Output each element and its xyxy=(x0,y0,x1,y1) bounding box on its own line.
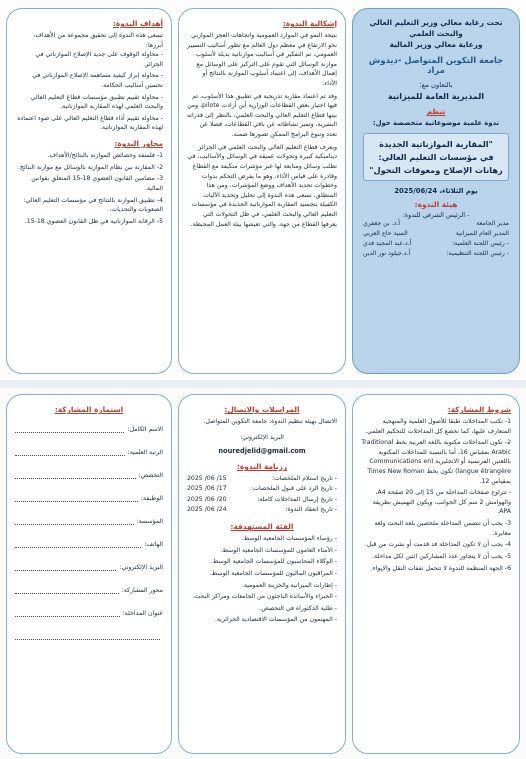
university-name: جامعة التكوين المتواصل -ديدوش مراد xyxy=(368,55,504,76)
problem-paragraph: وقد تم اعتماد مقاربة تدريجية في تطبيق هذا الأسلوب، تم فيها اختيار بعض القطاعات الوزارية أين أرادت pilote، ومن بينها قطاع التعليم العالي والبحث العلمي، بالنظر إلى قدراته البشرية، وتميز نشاطاته عن باقي القطاعات، فضلا عن تعدد وتنوع البرامج الممكن تصورها ضمنه. xyxy=(186,92,337,139)
audience-item: - المراقبون الماليون للمؤسسات الجامعية الوسط. xyxy=(209,569,337,577)
axis-item: 3- مضامين القانون العضوي 18-15 المتعلق بقوانين المالية. xyxy=(31,175,163,192)
form-field-label: محور المشاركة: xyxy=(121,587,163,594)
form-field-label: الوظيفة: xyxy=(140,495,163,502)
patron-line: تحت رعاية معالي وزير التعليم العالي والبحث العلمي xyxy=(369,18,503,39)
condition-item: 3- يجب أن تتضمن المداخلة ملخصين بلغة البحث ولغة مغايرة. xyxy=(374,520,511,537)
schedule-label: - تاريخ استلام الملخصات: xyxy=(271,475,337,483)
brochure-inner-side xyxy=(0,388,526,759)
participation-axis-field[interactable] xyxy=(15,585,119,594)
schedule-date: 2025 /06 /20 xyxy=(187,495,227,503)
board-role: المدير العام للميزانية xyxy=(455,230,509,238)
form-field-row xyxy=(15,608,163,617)
form-field-row xyxy=(15,539,163,548)
board-member: أ.د.جيلود نور الدين xyxy=(363,250,411,258)
board-member: السيد حاج العربي xyxy=(363,230,408,238)
form-field-row xyxy=(15,493,163,502)
title-line: في مؤسسات التعليم العالي: xyxy=(378,152,494,163)
email-field[interactable] xyxy=(15,562,116,571)
board-role: - رئيس اللجنة العلمية: xyxy=(452,240,509,248)
problem-paragraph: نتيجة النمو في الموارد العمومية واتجاهات العجز الموازني نحو الارتفاع في معظم دول العالم مع تطور أساليب التسيير العمومي، تم التفكير في أساليب موازناتية بديلة لأسلوب موازنة الوسائل التي تقوم على التركيز على الوسائل مع إهمال الأهداف، إلى اعتماد أسلوب الموازنة بالنتائج أو الأداء. xyxy=(187,32,337,88)
form-field-label: عنوان المداخلة: xyxy=(122,610,163,617)
full-name-field[interactable] xyxy=(15,424,124,433)
audience-item: - الخبراء والأساتذة الباحثون من الجامعات ومراكز البحث. xyxy=(192,593,337,601)
contact-heading: المراسلات والاتصال: xyxy=(224,405,300,414)
axes-heading: محاور الندوة: xyxy=(114,139,163,149)
schedule-heading: رزنامة الندوة: xyxy=(236,462,288,472)
form-field-row xyxy=(15,631,163,640)
contact-panel xyxy=(178,394,346,754)
phone-field[interactable] xyxy=(15,539,141,548)
schedule-row xyxy=(187,474,337,484)
board-member: أ.د.عبد المجيد قدي xyxy=(363,240,412,248)
conference-title xyxy=(363,133,509,181)
institution-field[interactable] xyxy=(15,516,134,525)
schedule-row xyxy=(187,484,337,494)
goal-item: - محاولة تقييم تطبيق مؤسسات قطاع التعليم العالي والبحث العلمي لهذه المقاربة الموازناتية. xyxy=(30,93,163,111)
schedule-date: 2025 /06 /15 xyxy=(187,475,227,483)
front-cover-panel xyxy=(352,8,520,374)
form-field-label: الاسم الكامل: xyxy=(127,426,163,433)
axis-item: 4- تطبيق الموازنة بالنتائج في مؤسسات التعليم العالي: الصعوبات والتحديات. xyxy=(23,196,163,214)
form-field-row xyxy=(15,447,163,456)
conditions-panel xyxy=(352,394,520,754)
paper-title-field[interactable] xyxy=(15,608,120,617)
honorary-chair-label: - الرئيس الشرفي للندوة: xyxy=(402,211,470,220)
paper-title-continuation-field[interactable] xyxy=(15,631,160,640)
organizes-label: تنظم xyxy=(426,107,446,117)
schedule-label: - تاريخ إرسال المداخلات كاملة: xyxy=(257,495,337,503)
academic-rank-field[interactable] xyxy=(15,447,125,456)
goal-item: - محاولة تقييم أداء قطاع التعليم العالي على ضوء اعتماده لهذه المقاربة الموازناتية. xyxy=(17,114,163,132)
cooperation-label: بالتعاون مع: xyxy=(419,81,453,90)
schedule-date: 2025 /06 /24 xyxy=(187,505,227,513)
specialty-field[interactable] xyxy=(15,470,136,479)
schedule-row xyxy=(187,495,337,505)
participation-form-panel xyxy=(6,394,172,754)
sheet-separator xyxy=(0,380,526,388)
form-field-row xyxy=(15,562,163,571)
condition-item: 5- يجب أن لا يتجاوز عدد المشاركين اثنين لكل مداخلة. xyxy=(371,552,511,560)
form-field-label: البريد الإلكتروني: xyxy=(119,564,163,571)
form-field-row xyxy=(15,516,163,525)
form-field-row xyxy=(15,424,163,433)
event-date: يوم الثلاثاء، 2025/06/24 xyxy=(394,187,478,196)
job-field[interactable] xyxy=(15,493,138,502)
audience-item: - الوكلاء المحاسبون للمؤسسات الجامعية الوسط. xyxy=(210,558,337,566)
audience-item: - المهتمون من المؤسسات الاقتصادية الجزائرية. xyxy=(214,616,337,624)
problem-panel xyxy=(178,8,346,374)
board-heading: هيئة الندوة: xyxy=(414,200,458,210)
audience-item: - الأمناء العامون للمؤسسات الجامعية الوسط. xyxy=(220,546,337,554)
board-row xyxy=(361,249,511,259)
conditions-heading: شروط المشاركة: xyxy=(447,405,511,414)
board-row xyxy=(361,219,511,229)
contact-text: الاتصال بهيئة تنظيم الندوة: جامعة التكوين المتواصل. xyxy=(203,418,337,425)
title-line: رهانات الإصلاح ومعوقات التحول" xyxy=(369,164,503,175)
audience-item: - طلبة الدكتوراه في التخصص. xyxy=(259,604,337,612)
goals-panel xyxy=(6,8,172,374)
form-field-row xyxy=(15,585,163,594)
schedule-date: 2025 /06 /17 xyxy=(187,485,227,493)
schedule-row xyxy=(187,505,337,515)
axis-item: 2- المقارنة بين نظام الموازنة بالوسائل مع موازنة النتائج. xyxy=(17,163,163,171)
board-role: - رئيس اللجنة التنظيمية: xyxy=(446,250,509,258)
form-heading: استمارة المشاركة: xyxy=(54,405,124,414)
form-field-label: التخصص: xyxy=(138,472,163,479)
board-role: مدير الجامعة xyxy=(476,220,509,228)
email-label: البريد الإلكتروني: xyxy=(240,433,284,441)
contact-email[interactable]: nouredjelid@gmail.com xyxy=(218,447,306,456)
condition-item: 6- الجهة المنظمة للندوة لا تتحمل نفقات النقل والإيواء. xyxy=(370,564,511,572)
problem-heading: إشكالية الندوة: xyxy=(282,19,337,28)
condition-item: 4- يجب أن لا تكون المداخلة قد قدمت أو نشرت من قبل. xyxy=(364,541,511,549)
problem-paragraph: ويعرف قطاع التعليم العالي والبحث العلمي في الجزائر ديناميكية كبيرة وتحولات عميقة في الوسائل والأساليب، في تطلب وسائل ومتابعة لها عبر مؤشرات متكيفة مع القطاع وقادرة على قياس الأداء، وهو ما يفرض التحكم بدوات وخطوات تحديد الأهداف ووضع المؤشرات. ومن هذا المنطلق، تسعى هذه الندوة إلى تحليل وتحديد الآليات الكفيلة بتجسيد المقاربة الموازناتية الجديدة في مؤسسات التعليم العالي والبحث العلمي، في ظل التحولات التي يعرفها القطاع من جهة، والتي تعيشها بيئة العمل المحيطة. xyxy=(187,143,337,228)
condition-item: 2- تكون المداخلات مكتوبة باللغة العربية بخط Traditional Arabic بمقياس 16، أما بالنسبة للمداخلات المكتوبة باللغتين الفرنسية أو الانجليزية (Communications en langue étrangère) تكون بخط Times New Roman بمقياس 12. xyxy=(361,439,511,485)
goal-item: - محاولة الوقوف على جديد الإصلاح الموازناتي في الجزائر. xyxy=(35,51,163,68)
form-field-label: الرتبة العلمية: xyxy=(127,449,163,456)
title-line: "المقاربة الموازناتية الجديدة xyxy=(379,139,493,150)
goal-item: - محاولة إبراز كيفية مساهمة الإصلاح الموازناتي في تحسين أساليب الحكامة. xyxy=(32,72,163,90)
schedule-label: - تاريخ الرد على قبول الملخصات: xyxy=(251,485,337,493)
audience-item: - إطارات الميزانية والخزينة العمومية. xyxy=(242,581,337,589)
form-field-row xyxy=(15,470,163,479)
axis-item: 5- الرقابة الموازناتية في ظل القانون العضوي 18-15. xyxy=(24,217,163,225)
condition-item: 1- تكتب المداخلات طبقا للأصول العلمية والمنهجية المتعارف عليها، كما تخضع كل المداخلات للتحكيم العلمي. xyxy=(365,418,511,435)
form-field-label: الهاتف: xyxy=(144,541,163,548)
patron-line-2: ورعاية معالي وزير المالية xyxy=(389,40,483,50)
event-description: ندوة علمية موضوعاتية متخصصة حول: xyxy=(372,119,500,128)
board-member: أ.د. بن جعفري xyxy=(363,220,400,228)
goals-heading: أهداف الندوة: xyxy=(112,19,163,28)
axis-item: 1- فلسفة وخصائص الموازنة بالنتائج/الأهداف. xyxy=(47,152,163,160)
board-row xyxy=(361,239,511,249)
audience-heading: الفئة المستهدفة: xyxy=(230,522,294,532)
audience-item: - رؤساء المؤسسات الجامعية الوسط. xyxy=(241,535,337,543)
form-field-label: المؤسسة: xyxy=(136,518,163,525)
board-row xyxy=(361,229,511,239)
directorate-name: المديرية العامة للميزانية xyxy=(387,91,485,102)
goals-intro: تسعى هذه الندوة إلى تحقيق مجموعة من الأهداف، أبرزها: xyxy=(33,32,163,49)
schedule-label: - تاريخ انعقاد الندوة: xyxy=(285,505,337,513)
condition-item: - تتراوح صفحات المداخلة من 15 إلى 20 صفحة A4، والهوامش 2 سم كل الجوانب، ويكون التهميش بطريقة APA. xyxy=(372,489,511,516)
